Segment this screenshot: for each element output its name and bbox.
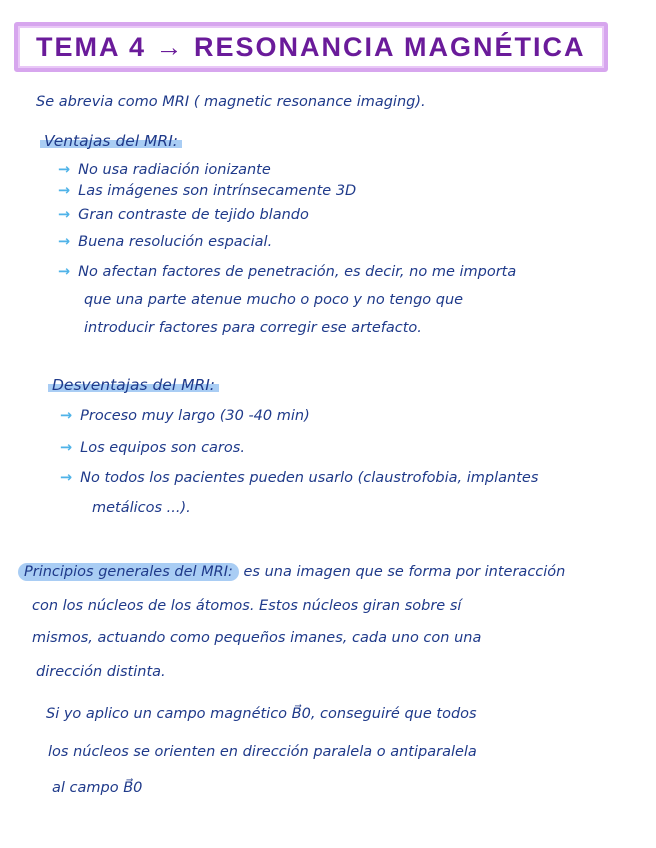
arrow-bullet-icon: → xyxy=(58,162,71,178)
list-item: → Proceso muy largo (30 -40 min) xyxy=(60,408,310,424)
campo-line: al campo B⃗0 xyxy=(52,780,143,796)
ventajas-heading: Ventajas del MRI: xyxy=(40,132,182,150)
list-item-continuation: metálicos ...). xyxy=(92,500,191,516)
arrow-bullet-icon: → xyxy=(60,470,73,486)
desventajas-heading: Desventajas del MRI: xyxy=(48,376,219,394)
list-item: → Los equipos son caros. xyxy=(60,440,245,456)
title-box xyxy=(14,22,608,72)
list-item-continuation: que una parte atenue mucho o poco y no tengo que xyxy=(84,292,464,308)
intro-text: Se abrevia como MRI ( magnetic resonance imaging). xyxy=(36,94,426,110)
list-item: → No afectan factores de penetración, es decir, no me importa xyxy=(58,264,517,280)
list-item: → Las imágenes son intrínsecamente 3D xyxy=(58,183,357,199)
principios-line: con los núcleos de los átomos. Estos núcleos giran sobre sí xyxy=(32,598,462,614)
principios-line: Principios generales del MRI: es una imagen que se forma por interacción xyxy=(18,564,565,580)
campo-line: Si yo aplico un campo magnético B⃗0, conseguiré que todos xyxy=(46,706,477,722)
principios-heading: Principios generales del MRI: xyxy=(18,563,239,581)
list-item: → Gran contraste de tejido blando xyxy=(58,207,309,223)
list-item: → No todos los pacientes pueden usarlo (claustrofobia, implantes xyxy=(60,470,539,486)
list-item-continuation: introducir factores para corregir ese artefacto. xyxy=(84,320,422,336)
campo-line: los núcleos se orienten en dirección paralela o antiparalela xyxy=(48,744,477,760)
arrow-bullet-icon: → xyxy=(58,234,71,250)
list-item: → No usa radiación ionizante xyxy=(58,162,271,178)
principios-line: dirección distinta. xyxy=(36,664,166,680)
arrow-bullet-icon: → xyxy=(58,207,71,223)
arrow-bullet-icon: → xyxy=(58,264,71,280)
arrow-bullet-icon: → xyxy=(60,440,73,456)
principios-line: mismos, actuando como pequeños imanes, cada uno con una xyxy=(32,630,482,646)
arrow-bullet-icon: → xyxy=(58,183,71,199)
list-item: → Buena resolución espacial. xyxy=(58,234,273,250)
arrow-bullet-icon: → xyxy=(60,408,73,424)
page-title: TEMA 4 → RESONANCIA MAGNÉTICA xyxy=(36,31,586,62)
